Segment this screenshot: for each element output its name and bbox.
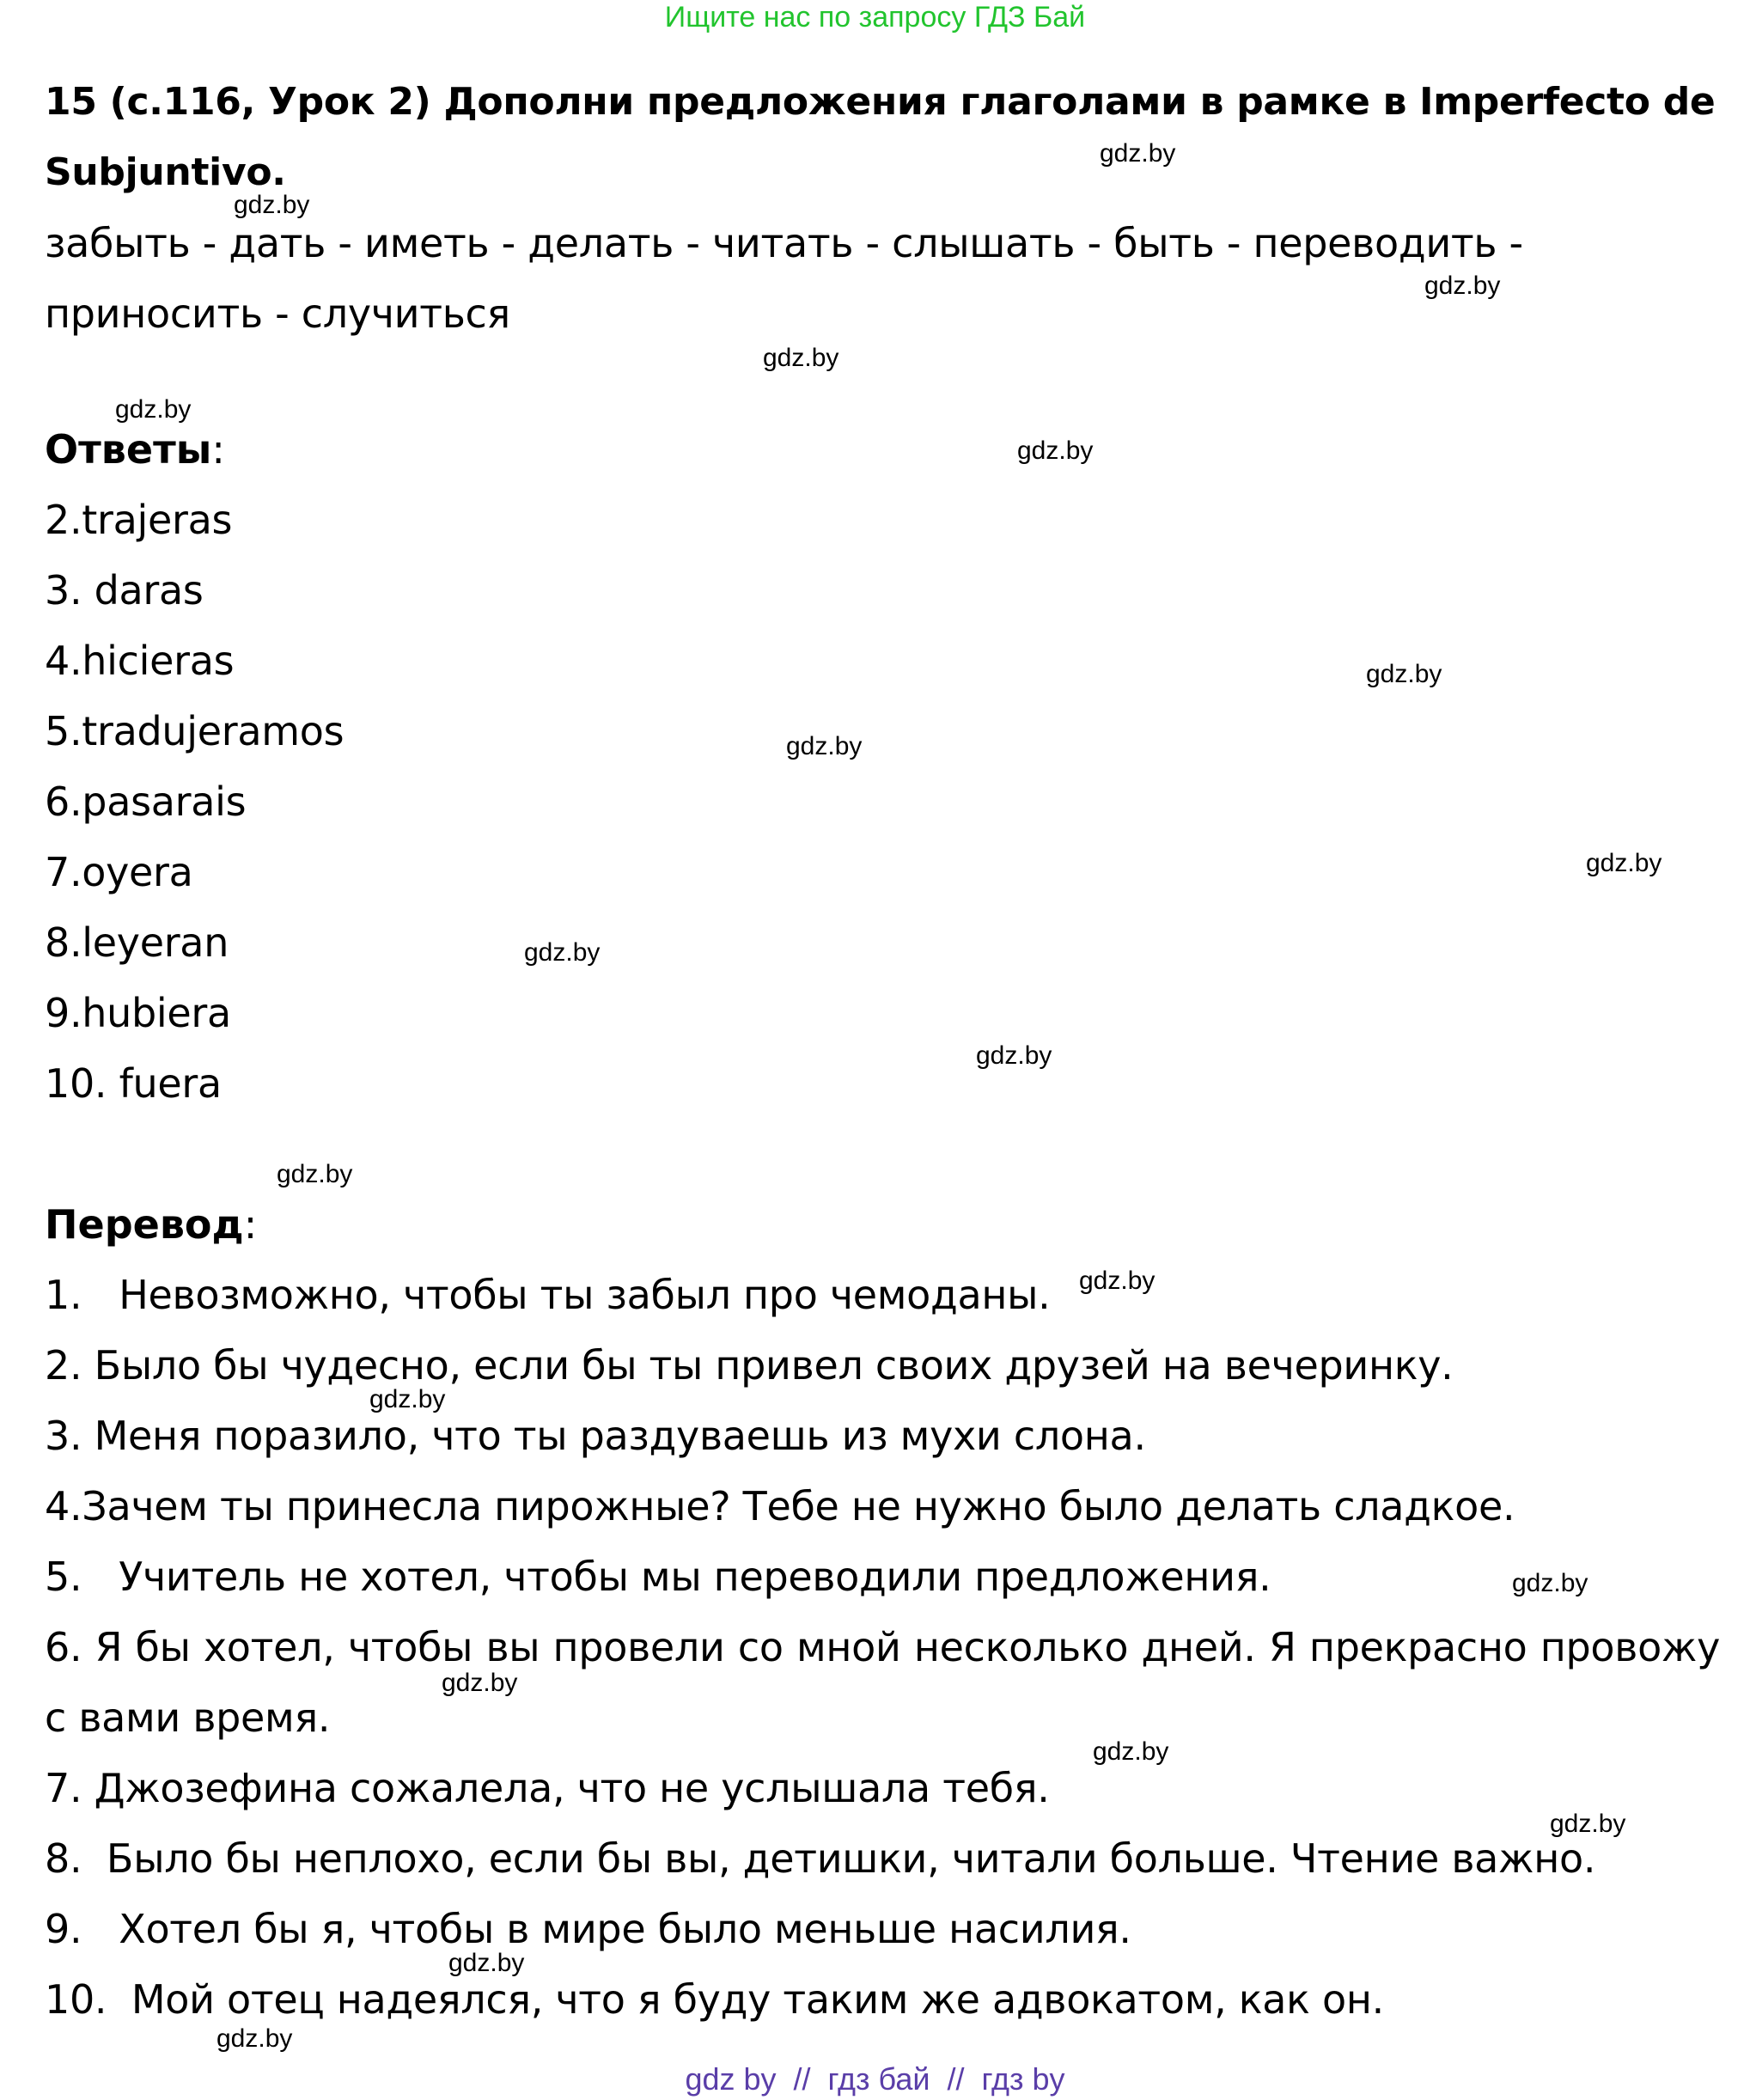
- translation-item: 7. Джозефина сожалела, что не услышала тебя.: [45, 1765, 1050, 1811]
- watermark: gdz.by: [786, 732, 863, 760]
- answer-item: 6.pasarais: [45, 778, 247, 825]
- watermark: gdz.by: [448, 1949, 525, 1977]
- answers-heading-label: Ответы: [45, 426, 212, 473]
- translation-item: 1. Невозможно, чтобы ты забыл про чемоданы.: [45, 1272, 1051, 1318]
- watermark: gdz.by: [216, 2024, 293, 2053]
- top-banner: Ищите нас по запросу ГДЗ Бай: [664, 1, 1086, 34]
- exercise-title: 15 (с.116, Урок 2) Дополни предложения глаголами в рамке в Imperfecto de Subjuntivo.: [45, 80, 1716, 194]
- answers-heading-colon: :: [211, 426, 225, 473]
- answers-list: [45, 485, 1720, 1119]
- watermark: gdz.by: [1512, 1569, 1588, 1597]
- watermark: gdz.by: [1424, 272, 1501, 300]
- translation-heading: [45, 1189, 1720, 1260]
- translation-item: 3. Меня поразило, что ты раздуваешь из мухи слона.: [45, 1413, 1146, 1459]
- answer-item: 4.hicieras: [45, 638, 235, 684]
- watermark: gdz.by: [763, 344, 839, 372]
- watermark: gdz.by: [277, 1160, 353, 1188]
- watermark: gdz.by: [1586, 849, 1662, 877]
- answer-item: 8.leyeran: [45, 919, 229, 966]
- watermark: gdz.by: [1550, 1810, 1626, 1838]
- watermark: gdz.by: [115, 395, 192, 424]
- verb-list: забыть - дать - иметь - делать - читать - слышать - быть - переводить - приносить - случиться: [45, 220, 1523, 337]
- watermark: gdz.by: [442, 1669, 518, 1697]
- answer-item: 2.trajeras: [45, 497, 233, 543]
- watermark: gdz.by: [1366, 660, 1442, 688]
- translation-item: 2. Было бы чудесно, если бы ты привел своих друзей на вечеринку.: [45, 1342, 1454, 1389]
- translation-item: 9. Хотел бы я, чтобы в мире было меньше насилия.: [45, 1906, 1131, 1952]
- watermark: gdz.by: [1079, 1267, 1155, 1295]
- answer-item: 10. fuera: [45, 1060, 222, 1107]
- translation-item: 6. Я бы хотел, чтобы вы провели со мной несколько дней. Я прекрасно провожу с вами время.: [45, 1624, 1720, 1741]
- translation-heading-label: Перевод: [45, 1201, 244, 1248]
- watermark: gdz.by: [976, 1041, 1052, 1070]
- answer-item: 9.hubiera: [45, 990, 231, 1036]
- watermark: gdz.by: [524, 938, 601, 967]
- translation-item: 10. Мой отец надеялся, что я буду таким же адвокатом, как он.: [45, 1976, 1384, 2023]
- watermark: gdz.by: [1100, 139, 1176, 168]
- translation-item: 5. Учитель не хотел, чтобы мы переводили предложения.: [45, 1554, 1271, 1600]
- answer-item: 7.oyera: [45, 849, 193, 895]
- watermark: gdz.by: [1017, 436, 1094, 465]
- answer-item: 5.tradujeramos: [45, 708, 345, 754]
- answers-heading: [45, 414, 1720, 485]
- translation-item: 4.Зачем ты принесла пирожные? Тебе не нужно было делать сладкое.: [45, 1483, 1515, 1529]
- translation-item: 8. Было бы неплохо, если бы вы, детишки, читали больше. Чтение важно.: [45, 1835, 1596, 1882]
- bottom-banner: gdz by // гдз бай // гдз by: [685, 2061, 1065, 2097]
- translation-list: [45, 1260, 1720, 2035]
- watermark: gdz.by: [234, 191, 310, 219]
- translation-heading-colon: :: [243, 1201, 258, 1248]
- watermark: gdz.by: [369, 1385, 446, 1413]
- answer-item: 3. daras: [45, 567, 204, 614]
- watermark: gdz.by: [1093, 1737, 1169, 1766]
- document-body: [45, 67, 1720, 2035]
